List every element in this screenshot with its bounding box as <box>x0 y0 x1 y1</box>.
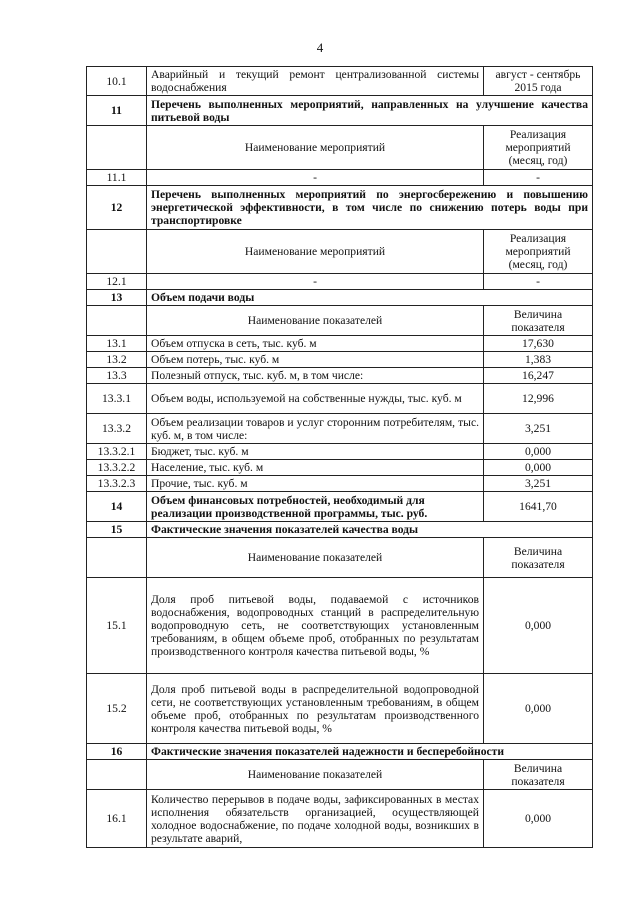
column-header-name: Наименование показателей <box>147 538 484 578</box>
row-number: 10.1 <box>87 67 147 96</box>
row-number: 13.3.2.1 <box>87 444 147 460</box>
section-title: Перечень выполненных мероприятий, направленных на улучшение качества питьевой воды <box>147 96 593 126</box>
row-text: Объем потерь, тыс. куб. м <box>147 352 484 368</box>
column-header-name: Наименование показателей <box>147 306 484 336</box>
section-number: 16 <box>87 744 147 760</box>
table-row <box>87 674 593 744</box>
row-value: 1,383 <box>484 352 593 368</box>
section-number: 11 <box>87 96 147 126</box>
row-number: 13.1 <box>87 336 147 352</box>
table-row <box>87 790 593 848</box>
table-row <box>87 492 593 522</box>
column-header-value: Величина показателя <box>484 306 593 336</box>
row-number: 14 <box>87 492 147 522</box>
table-row <box>87 444 593 460</box>
table-row <box>87 414 593 444</box>
section-title: Перечень выполненных мероприятий по энергосбережению и повышению энергетической эффективности, в том числе по снижению потерь воды при транспортировке <box>147 186 593 230</box>
row-number: 15.2 <box>87 674 147 744</box>
row-number: 13.3.2.2 <box>87 460 147 476</box>
row-value: 3,251 <box>484 414 593 444</box>
column-header-value: Реализация мероприятий (месяц, год) <box>484 230 593 274</box>
row-value: август - сентябрь 2015 года <box>484 67 593 96</box>
table-row <box>87 170 593 186</box>
row-number: 13.3.2.3 <box>87 476 147 492</box>
row-text: Объем реализации товаров и услуг сторонним потребителям, тыс. куб. м, в том числе: <box>147 414 484 444</box>
section-row <box>87 186 593 230</box>
row-text: Полезный отпуск, тыс. куб. м, в том числе: <box>147 368 484 384</box>
row-text: Объем отпуска в сеть, тыс. куб. м <box>147 336 484 352</box>
row-number: 12.1 <box>87 274 147 290</box>
column-header-name: Наименование мероприятий <box>147 126 484 170</box>
column-header-name: Наименование показателей <box>147 760 484 790</box>
header-row <box>87 538 593 578</box>
section-number: 13 <box>87 290 147 306</box>
header-row <box>87 126 593 170</box>
table-row <box>87 578 593 674</box>
row-text: Объем воды, используемой на собственные нужды, тыс. куб. м <box>147 384 484 414</box>
row-value: 0,000 <box>484 444 593 460</box>
row-text: Прочие, тыс. куб. м <box>147 476 484 492</box>
row-value: 0,000 <box>484 674 593 744</box>
row-value: - <box>484 274 593 290</box>
row-value: 17,630 <box>484 336 593 352</box>
row-value: 0,000 <box>484 460 593 476</box>
row-value: - <box>484 170 593 186</box>
row-number: 11.1 <box>87 170 147 186</box>
row-value: 3,251 <box>484 476 593 492</box>
row-text: Объем финансовых потребностей, необходимый для реализации производственной программы, тыс. руб. <box>147 492 484 522</box>
row-text: Доля проб питьевой воды в распределительной водопроводной сети, не соответствующих установленным требованиям, в общем объеме проб, отобранных по результатам производственного контроля качества питьевой воды, % <box>147 674 484 744</box>
table-row <box>87 274 593 290</box>
row-text: Количество перерывов в подаче воды, зафиксированных в местах исполнения обязательств организацией, осуществляющей холодное водоснабжение, по подаче холодной воды, возникших в результате аварий, <box>147 790 484 848</box>
column-header-value: Величина показателя <box>484 538 593 578</box>
row-text: Бюджет, тыс. куб. м <box>147 444 484 460</box>
row-text: Население, тыс. куб. м <box>147 460 484 476</box>
row-number: 13.2 <box>87 352 147 368</box>
row-text: - <box>147 170 484 186</box>
section-row <box>87 744 593 760</box>
table-row <box>87 67 593 96</box>
row-text: - <box>147 274 484 290</box>
section-title: Фактические значения показателей качества воды <box>147 522 593 538</box>
row-value: 12,996 <box>484 384 593 414</box>
table-row <box>87 336 593 352</box>
row-value: 0,000 <box>484 790 593 848</box>
section-title: Объем подачи воды <box>147 290 593 306</box>
row-number: 13.3.1 <box>87 384 147 414</box>
column-header-value: Величина показателя <box>484 760 593 790</box>
program-table <box>86 66 593 848</box>
row-text: Аварийный и текущий ремонт централизованной системы водоснабжения <box>147 67 484 96</box>
section-title: Фактические значения показателей надежности и бесперебойности <box>147 744 593 760</box>
column-header-value: Реализация мероприятий (месяц, год) <box>484 126 593 170</box>
section-row <box>87 290 593 306</box>
row-number: 13.3 <box>87 368 147 384</box>
column-header-name: Наименование мероприятий <box>147 230 484 274</box>
section-number: 12 <box>87 186 147 230</box>
row-text: Доля проб питьевой воды, подаваемой с источников водоснабжения, водопроводных станций в распределительную водопроводную сеть, не соответствующих установленным требованиям, в общем объеме проб, отобранных по результатам производственного контроля качества питьевой воды, % <box>147 578 484 674</box>
section-row <box>87 96 593 126</box>
row-value: 16,247 <box>484 368 593 384</box>
page-number: 4 <box>316 40 324 55</box>
table-row <box>87 460 593 476</box>
table-row <box>87 352 593 368</box>
section-number: 15 <box>87 522 147 538</box>
section-row <box>87 522 593 538</box>
header-row <box>87 230 593 274</box>
table-row <box>87 368 593 384</box>
row-number: 16.1 <box>87 790 147 848</box>
table-row <box>87 476 593 492</box>
header-row <box>87 760 593 790</box>
table-row <box>87 384 593 414</box>
row-value: 1641,70 <box>484 492 593 522</box>
header-row <box>87 306 593 336</box>
row-number: 15.1 <box>87 578 147 674</box>
row-value: 0,000 <box>484 578 593 674</box>
row-number: 13.3.2 <box>87 414 147 444</box>
